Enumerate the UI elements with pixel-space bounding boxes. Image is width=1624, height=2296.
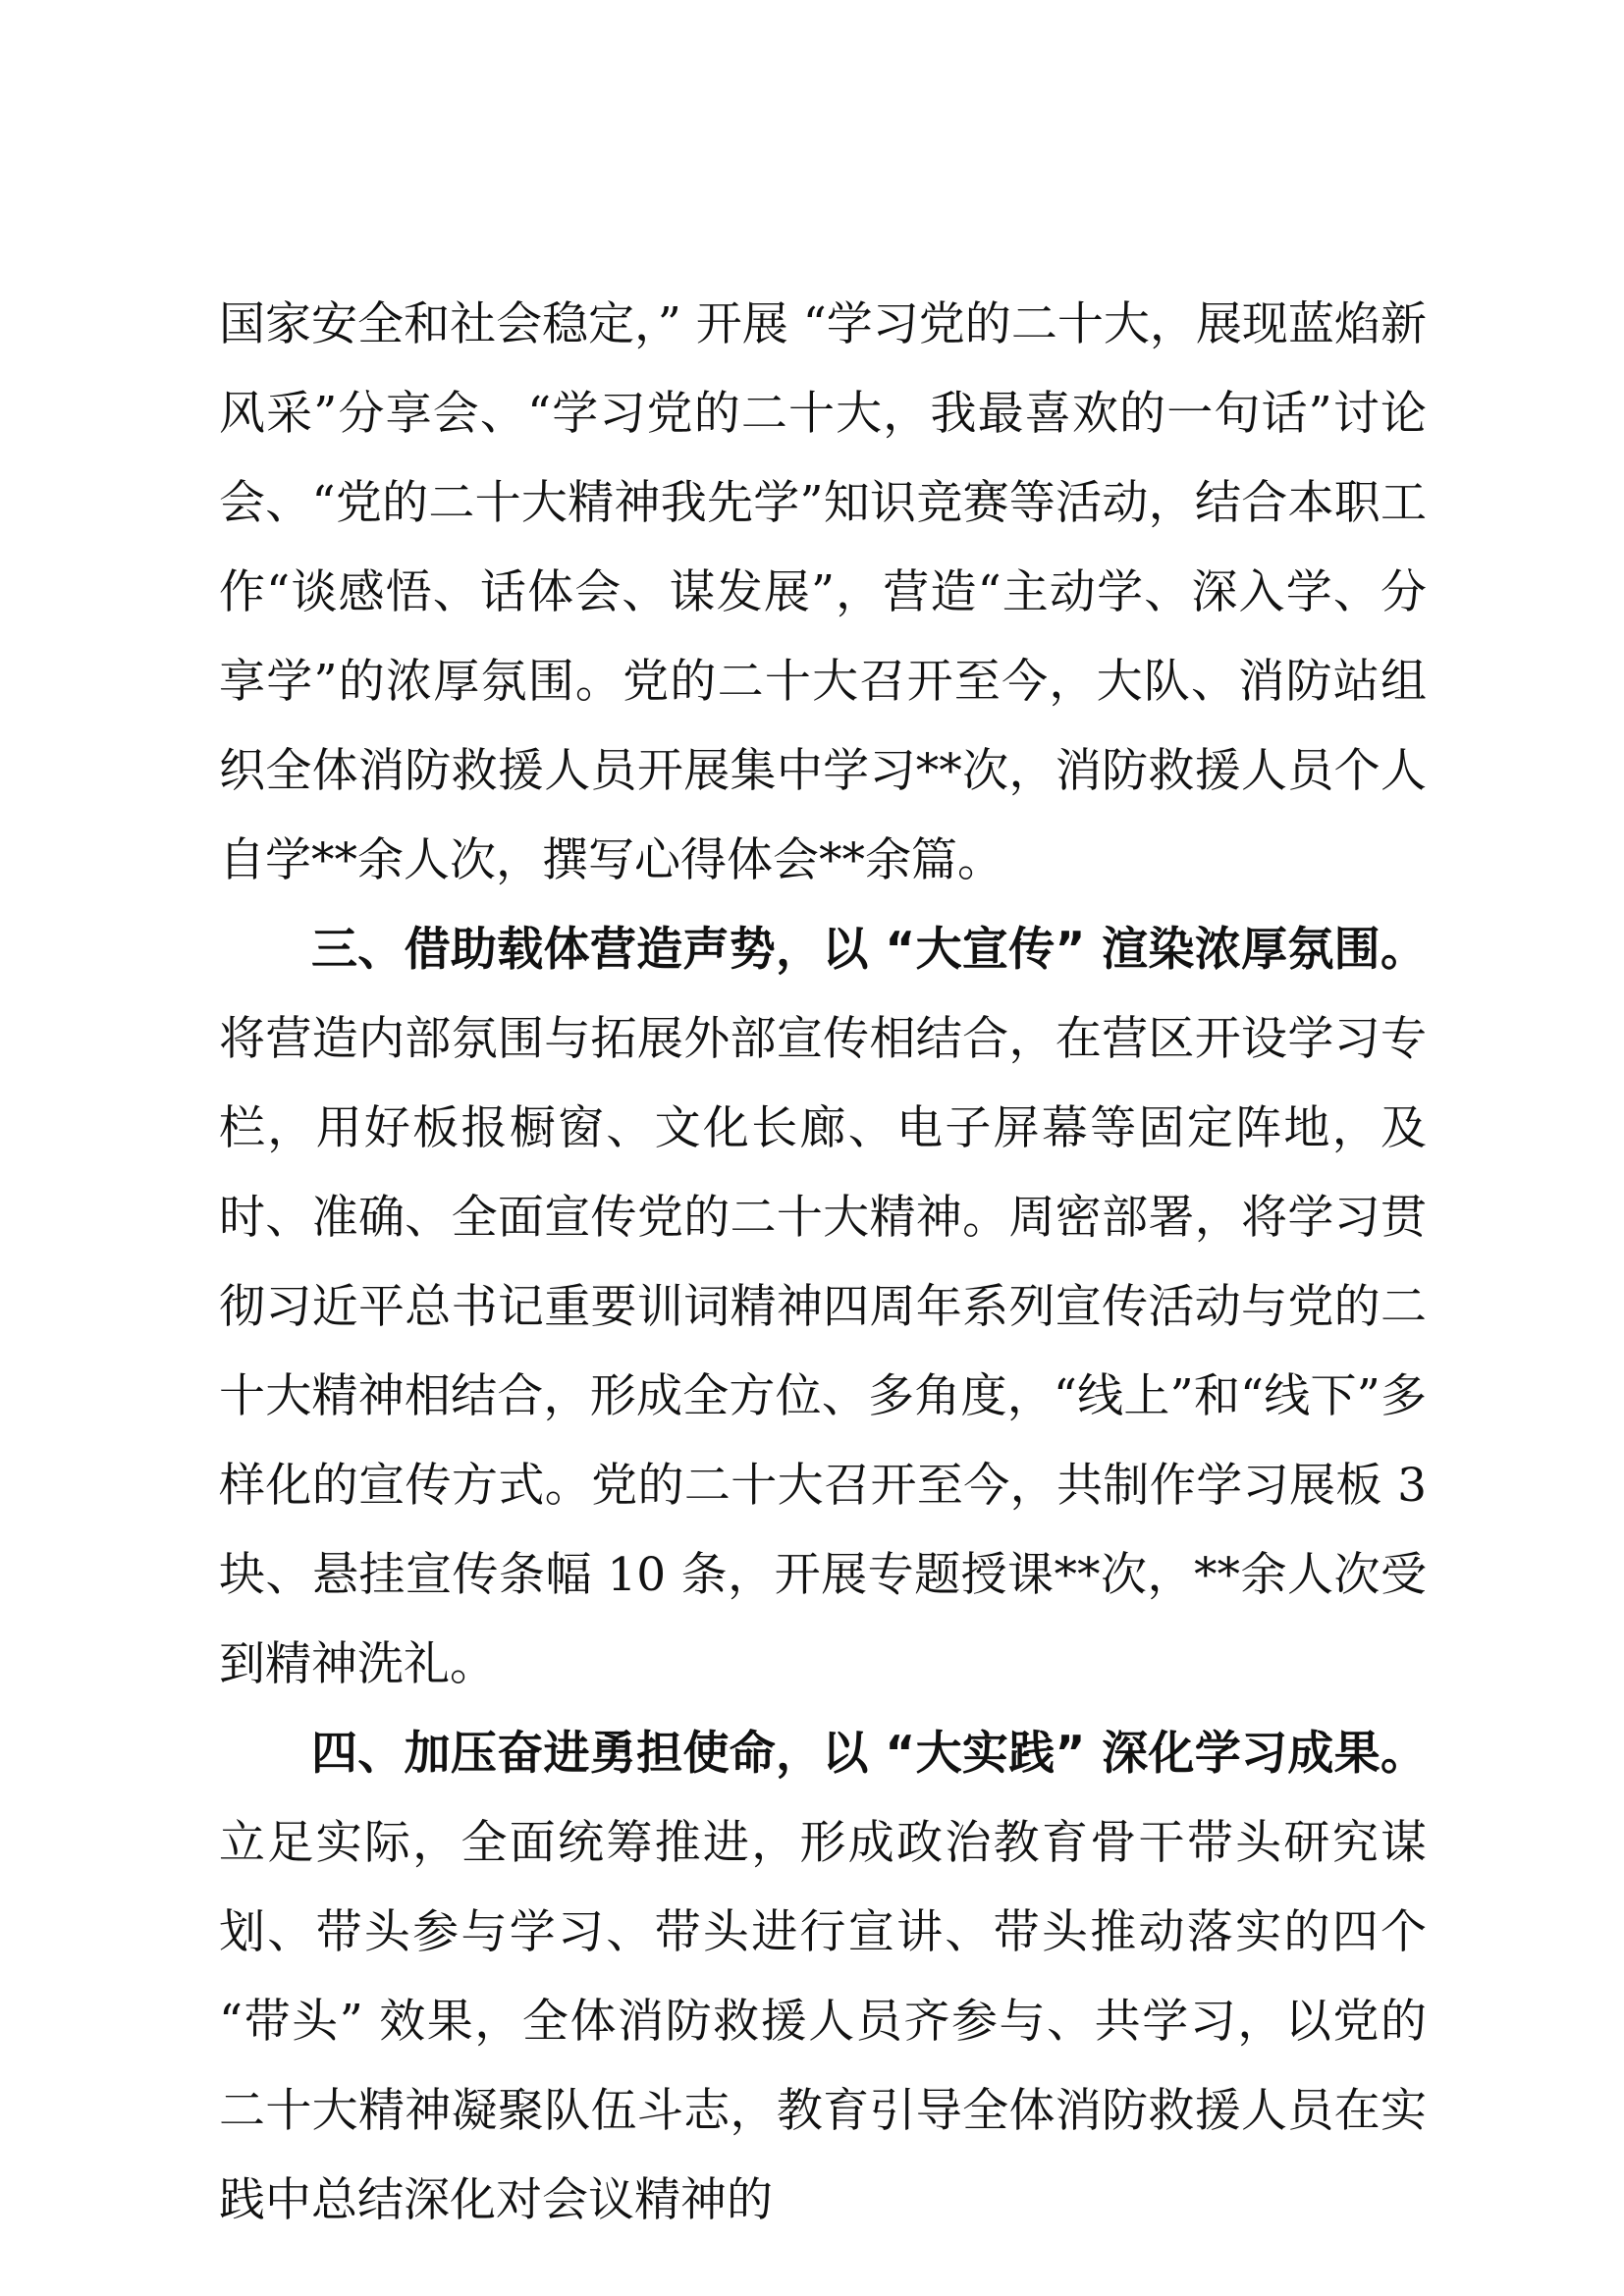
- section-four-heading: 四、加压奋进勇担使命，以 “大实践” 深化学习成果。: [311, 1727, 1427, 1781]
- paragraph-continuation: [219, 280, 1427, 905]
- paragraph-section-four: [219, 1709, 1427, 2245]
- section-three-heading: 三、借助载体营造声势，以 “大宣传” 渲染浓厚氛围。: [311, 923, 1427, 977]
- paragraph-body-text: 将营造内部氛围与拓展外部宣传相结合，在营区开设学习专栏，用好板报橱窗、文化长廊、电子屏幕等固定阵地，及时、准确、全面宣传党的二十大精神。周密部署，将学习贯彻习近平总书记重要训词精神四周年系列宣传活动与党的二十大精神相结合，形成全方位、多角度，“线上”和“线下”多样化的宣传方式。党的二十大召开至今，共制作学习展板 3 块、悬挂宣传条幅 10 条，开展专题授课**次，**余人次受到精神洗礼。: [219, 1012, 1427, 1691]
- document-body: [219, 280, 1427, 2245]
- paragraph-body-text: 立足实际，全面统筹推进，形成政治教育骨干带头研究谋划、带头参与学习、带头进行宣讲、带头推动落实的四个 “带头” 效果，全体消防救援人员齐参与、共学习，以党的二十大精神凝聚队伍斗志，教育引导全体消防救援人员在实践中总结深化对会议精神的: [219, 1816, 1427, 2227]
- paragraph-section-three: [219, 905, 1427, 1709]
- paragraph-body-text: 国家安全和社会稳定，” 开展 “学习党的二十大，展现蓝焰新风采”分享会、“学习党的二十大，我最喜欢的一句话”讨论会、“党的二十大精神我先学”知识竞赛等活动，结合本职工作“谈感悟、话体会、谋发展”，营造“主动学、深入学、分享学”的浓厚氛围。党的二十大召开至今，大队、消防站组织全体消防救援人员开展集中学习**次，消防救援人员个人自学**余人次，撰写心得体会**余篇。: [219, 297, 1427, 887]
